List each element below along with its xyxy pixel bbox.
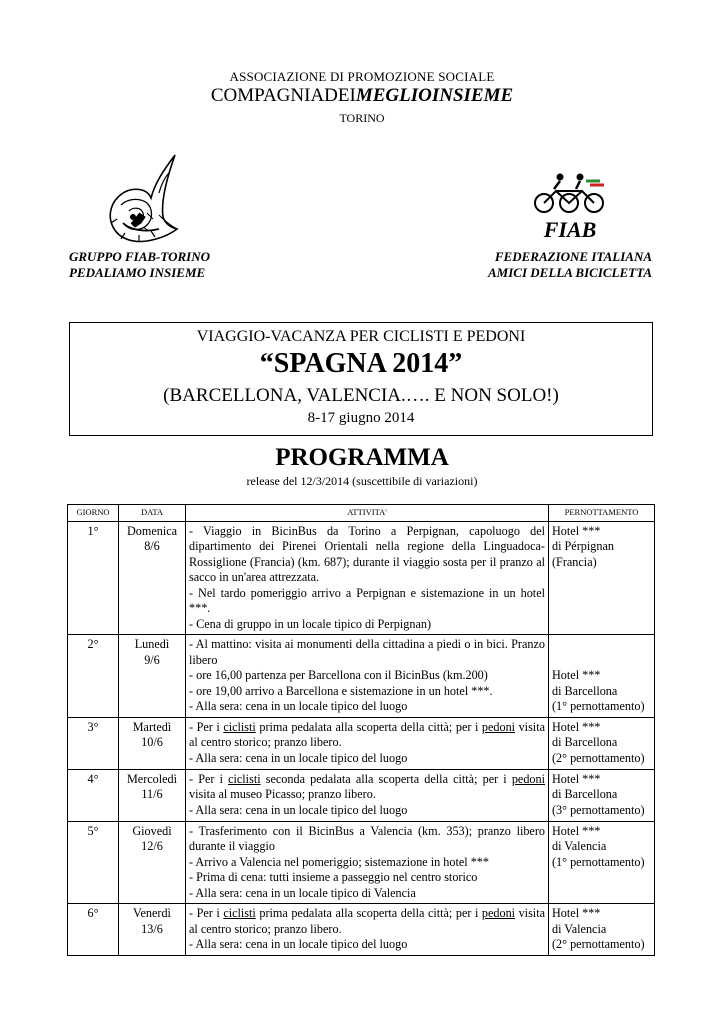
weekday: Martedì (132, 719, 172, 734)
lodging-line: (1° pernottamento) (552, 699, 645, 713)
lodging-cell (549, 635, 655, 718)
weekday: Mercoledì (126, 771, 178, 786)
day-cell: 5° (68, 821, 119, 904)
lodging-line: di Barcellona (552, 683, 618, 698)
date: 13/6 (141, 921, 163, 936)
cyclists-underlined: ciclisti (228, 771, 261, 786)
activity-line: - Alla sera: cena in un locale tipico del luogo (189, 937, 408, 951)
lodging-line: Hotel *** (552, 771, 601, 786)
date-cell (119, 769, 186, 821)
date: 10/6 (141, 735, 163, 749)
activity-cell (186, 769, 549, 821)
activity-cell (186, 717, 549, 769)
weekday: Giovedì (132, 823, 172, 838)
activity-line: - Alla sera: cena in un locale tipico del luogo (189, 699, 408, 713)
activity-cell (186, 821, 549, 904)
activity-line: - Alla sera: cena in un locale tipico del luogo (189, 750, 408, 765)
trip-banner (69, 322, 653, 436)
association-city: TORINO (339, 111, 385, 125)
activity-line: - Trasferimento con il BicinBus a Valencia (km. 353); pranzo libero durante il viaggio (189, 823, 545, 853)
lodging-cell (549, 821, 655, 904)
table-row (68, 769, 655, 821)
cyclists-underlined: ciclisti (223, 719, 256, 734)
activity-line: - Per i ciclisti prima pedalata alla scoperta della città; per i pedoni visita al centro storico; pranzo libero. (189, 906, 545, 936)
activity-line: - Per i ciclisti seconda pedalata alla scoperta della città; per i pedoni visita al museo Picasso; pranzo libero. (189, 771, 545, 801)
day-cell: 3° (68, 717, 119, 769)
activity-line: - Alla sera: cena in un locale tipico del luogo (189, 802, 408, 817)
lodging-line: Hotel *** (552, 823, 601, 838)
association-name (0, 85, 724, 107)
table-row (68, 635, 655, 718)
federation-name-line2: AMICI DELLA BICICLETTA (488, 265, 652, 280)
lodging-cell (549, 769, 655, 821)
lodging-line: (2° pernottamento) (552, 750, 645, 765)
table-header-row (68, 505, 655, 522)
table-row (68, 904, 655, 956)
cyclists-underlined: ciclisti (223, 906, 256, 920)
weekday: Venerdì (133, 906, 171, 920)
pedestrians-underlined: pedoni (511, 771, 545, 786)
activity-line: - Al mattino: visita ai monumenti della cittadina a piedi o in bici. Pranzo libero (189, 637, 545, 667)
activity-line: - Per i ciclisti prima pedalata alla scoperta della città; per i pedoni visita al centro storico; pranzo libero. (189, 719, 545, 749)
header-date: DATA (119, 505, 186, 522)
activity-line: - Viaggio in BicinBus da Torino a Perpignan, capoluogo del dipartimento dei Pirenei Orientali nella regione della Linguadoca-Rossiglione (Francia) (km. 687); durante il viaggio sosta per il pranzo al sacco in un'area attrezzata. (189, 523, 545, 584)
lodging-line: Hotel *** (552, 906, 601, 920)
lodging-line: di Barcellona (552, 735, 618, 749)
lodging-line: di Valencia (552, 839, 607, 853)
fiab-logo-text: FIAB (543, 217, 597, 242)
fiab-logo (530, 171, 610, 243)
lodging-line: di Barcellona (552, 787, 618, 801)
association-line: ASSOCIAZIONE DI PROMOZIONE SOCIALE (229, 69, 495, 84)
lodging-line: (1° pernottamento) (552, 854, 645, 869)
lodging-cell (549, 521, 655, 635)
header-activity: ATTIVITA' (186, 505, 549, 522)
date-cell (119, 635, 186, 718)
lodging-line: Hotel *** (552, 523, 601, 538)
association-name-italic: MEGLIOINSIEME (355, 85, 514, 106)
lodging-cell (549, 717, 655, 769)
table-row (68, 521, 655, 635)
group-name-line2: PEDALIAMO INSIEME (69, 265, 206, 280)
lodging-line: (2° pernottamento) (552, 937, 645, 951)
table-row (68, 821, 655, 904)
activity-line: - ore 16,00 partenza per Barcellona con il BicinBus (km.200) (189, 668, 488, 682)
date-cell (119, 821, 186, 904)
date: 12/6 (141, 839, 163, 853)
activity-line: - ore 19,00 arrivo a Barcellona e sistemazione in un hotel ***. (189, 683, 493, 698)
association-name-regular: COMPAGNIADEI (210, 85, 356, 106)
trip-title: “SPAGNA 2014” (259, 348, 463, 379)
activity-line: - Cena di gruppo in un locale tipico di Perpignan) (189, 616, 432, 631)
group-name (69, 249, 210, 281)
activity-cell (186, 904, 549, 956)
programme-table (67, 504, 655, 956)
lodging-line: (Francia) (552, 554, 597, 569)
activity-line: - Nel tardo pomeriggio arrivo a Perpignan e sistemazione in un hotel ***. (189, 585, 545, 615)
pedestrians-underlined: pedoni (481, 906, 516, 920)
lodging-cell (549, 904, 655, 956)
programme-title: PROGRAMMA (275, 444, 449, 471)
lodging-line: Hotel *** (552, 719, 601, 734)
activity-line: - Alla sera: cena in un locale tipico di Valencia (189, 885, 416, 900)
lodging-line: di Valencia (552, 921, 607, 936)
header-lodging: PERNOTTAMENTO (549, 505, 655, 522)
day-cell: 2° (68, 635, 119, 718)
lodging-line: Hotel *** (552, 668, 601, 682)
lodging-line: di Pérpignan (552, 539, 614, 553)
trip-dates: 8-17 giugno 2014 (307, 410, 415, 426)
date: 9/6 (144, 652, 160, 667)
trip-type: VIAGGIO-VACANZA PER CICLISTI E PEDONI (196, 328, 526, 345)
federation-name (488, 249, 652, 281)
activity-line: - Arrivo a Valencia nel pomeriggio; sistemazione in hotel *** (189, 854, 489, 869)
weekday: Lunedì (134, 637, 170, 651)
federation-name-line1: FEDERAZIONE ITALIANA (494, 249, 652, 264)
header-day: GIORNO (68, 505, 119, 522)
day-cell: 1° (68, 521, 119, 635)
activity-cell (186, 635, 549, 718)
trip-subtitle: (BARCELLONA, VALENCIA.…. E NON SOLO!) (163, 385, 559, 406)
date-cell (119, 717, 186, 769)
release-note: release del 12/3/2014 (suscettibile di variazioni) (246, 474, 478, 488)
table-row (68, 717, 655, 769)
activity-line: - Prima di cena: tutti insieme a passeggio nel centro storico (189, 870, 478, 884)
weekday: Domenica (126, 523, 178, 538)
date-cell (119, 521, 186, 635)
group-name-line1: GRUPPO FIAB-TORINO (69, 249, 210, 264)
day-cell: 6° (68, 904, 119, 956)
pedaliamo-insieme-logo (103, 153, 193, 246)
date: 8/6 (144, 539, 160, 553)
day-cell: 4° (68, 769, 119, 821)
date-cell (119, 904, 186, 956)
activity-cell (186, 521, 549, 635)
pedestrians-underlined: pedoni (481, 719, 516, 734)
date: 11/6 (141, 787, 163, 801)
lodging-line: (3° pernottamento) (552, 802, 645, 817)
